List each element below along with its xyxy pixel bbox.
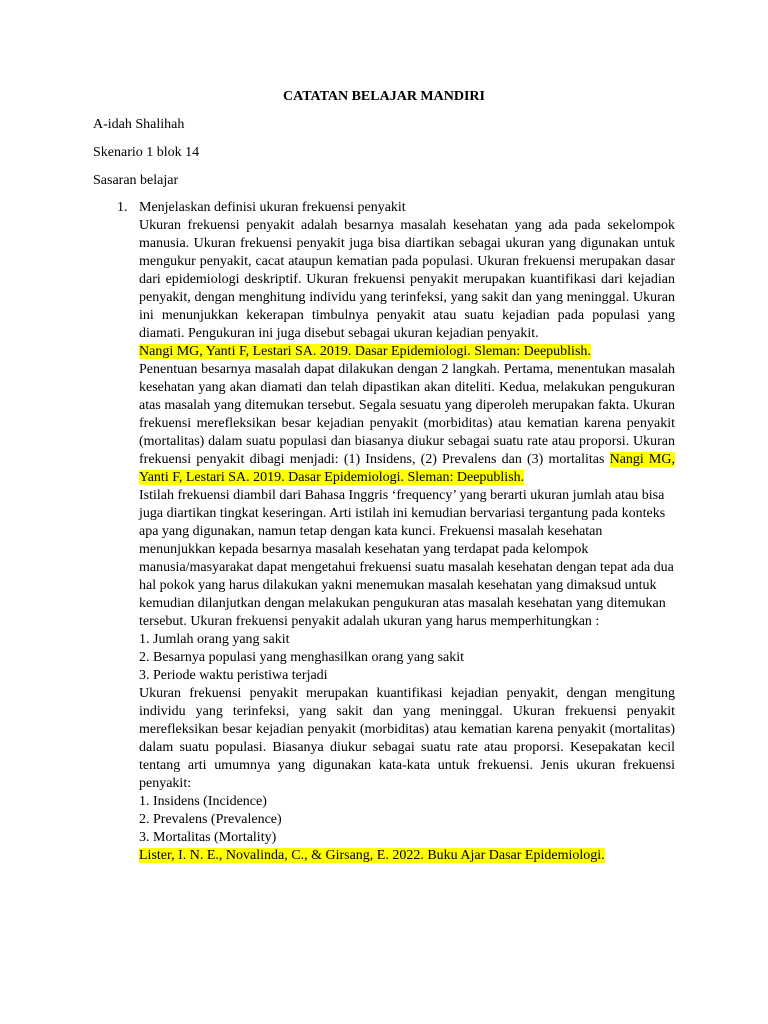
- paragraph-3: Istilah frekuensi diambil dari Bahasa Inggris ‘frequency’ yang berarti ukuran jumlah atau bisa juga diartikan tingkat keseringan. Arti istilah ini kemudian bervariasi tergantung pada konteks apa yang digunakan, namun tetap dengan kata kunci. Frekuensi masalah kesehatan menunjukkan kepada besarnya masalah kesehatan yang terdapat pada kelompok manusia/masyarakat dapat mengetahui frekuensi suatu masalah kesehatan dengan tepat ada dua hal pokok yang harus dilakukan yakni menemukan masalah kesehatan yang dimaksud untuk kemudian dilanjutkan dengan melakukan pengukuran atas masalah kesehatan yang ditemukan tersebut. Ukuran frekuensi penyakit adalah ukuran yang harus memperhitungkan :: [139, 488, 674, 629]
- section-label: Sasaran belajar: [93, 173, 179, 188]
- list-a-item-2: 2. Besarnya populasi yang menghasilkan orang yang sakit: [139, 650, 465, 665]
- item-heading: Menjelaskan definisi ukuran frekuensi penyakit: [139, 200, 406, 215]
- reference-1: [139, 343, 675, 361]
- paragraph-2-text: Penentuan besarnya masalah dapat dilakukan dengan 2 langkah. Pertama, menentukan masalah kesehatan yang akan diamati dan telah dipastikan akan diteliti. Kedua, melakukan pengukuran atas masalah yang ditemukan tersebut. Segala sesuatu yang diperoleh merupakan fakta. Ukuran frekuensi merefleksikan besar kejadian penyakit (morbiditas) atau kematian karena penyakit (mortalitas) dalam suatu populasi dan biasanya diukur sebagai suatu rate atau proporsi. Ukuran frekuensi penyakit dibagi menjadi: (1) Insidens, (2) Prevalens dan (3) mortalitas: [139, 362, 675, 467]
- reference-1-text: Nangi MG, Yanti F, Lestari SA. 2019. Dasar Epidemiologi. Sleman: Deepublish.: [139, 344, 591, 359]
- reference-2-text: Nangi MG, Yanti F, Lestari SA. 2019. Dasar Epidemiologi. Sleman: Deepublish.: [139, 452, 675, 485]
- paragraph-1: Ukuran frekuensi penyakit adalah besarnya masalah kesehatan yang ada pada sekelompok manusia. Ukuran frekuensi penyakit juga bisa diartikan sebagai ukuran yang digunakan untuk mengukur penyakit, cacat ataupun kematian pada populasi. Ukuran frekuensi merupakan dasar dari epidemiologi deskriptif. Ukuran frekuensi penyakit merupakan kuantifikasi dari kejadian penyakit, dengan menghitung individu yang terinfeksi, yang sakit dan yang meninggal. Ukuran ini menunjukkan kekerapan timbulnya penyakit atau suatu kejadian pada populasi yang diamati. Pengukuran ini juga disebut sebagai ukuran kejadian penyakit.: [139, 218, 675, 341]
- list-b-item-3: 3. Mortalitas (Mortality): [139, 830, 277, 845]
- list-a-item-3: 3. Periode waktu peristiwa terjadi: [139, 668, 328, 683]
- list-item-content: [139, 199, 675, 865]
- reference-3-text: Lister, I. N. E., Novalinda, C., & Girsang, E. 2022. Buku Ajar Dasar Epidemiologi.: [139, 848, 605, 863]
- list-b-item-1: 1. Insidens (Incidence): [139, 794, 267, 809]
- reference-3: [139, 847, 675, 865]
- list-item-number: 1.: [117, 200, 128, 215]
- paragraph-2: [139, 361, 675, 487]
- author-name: A-idah Shalihah: [93, 117, 185, 132]
- paragraph-4: Ukuran frekuensi penyakit merupakan kuantifikasi kejadian penyakit, dengan mengitung individu yang terinfeksi, yang sakit dan yang meninggal. Ukuran frekuensi penyakit merefleksikan besar kejadian penyakit (morbiditas) atau kematian karena penyakit (mortalitas) dalam suatu populasi. Biasanya diukur sebagai suatu rate atau proporsi. Kesepakatan kecil tentang arti umumnya yang digunakan kata-kata untuk frekuensi. Jenis ukuran frekuensi penyakit:: [139, 686, 675, 791]
- list-b-item-2: 2. Prevalens (Prevalence): [139, 812, 282, 827]
- list-a-item-1: 1. Jumlah orang yang sakit: [139, 632, 290, 647]
- page-title: CATATAN BELAJAR MANDIRI: [283, 89, 485, 104]
- scenario-label: Skenario 1 blok 14: [93, 145, 200, 160]
